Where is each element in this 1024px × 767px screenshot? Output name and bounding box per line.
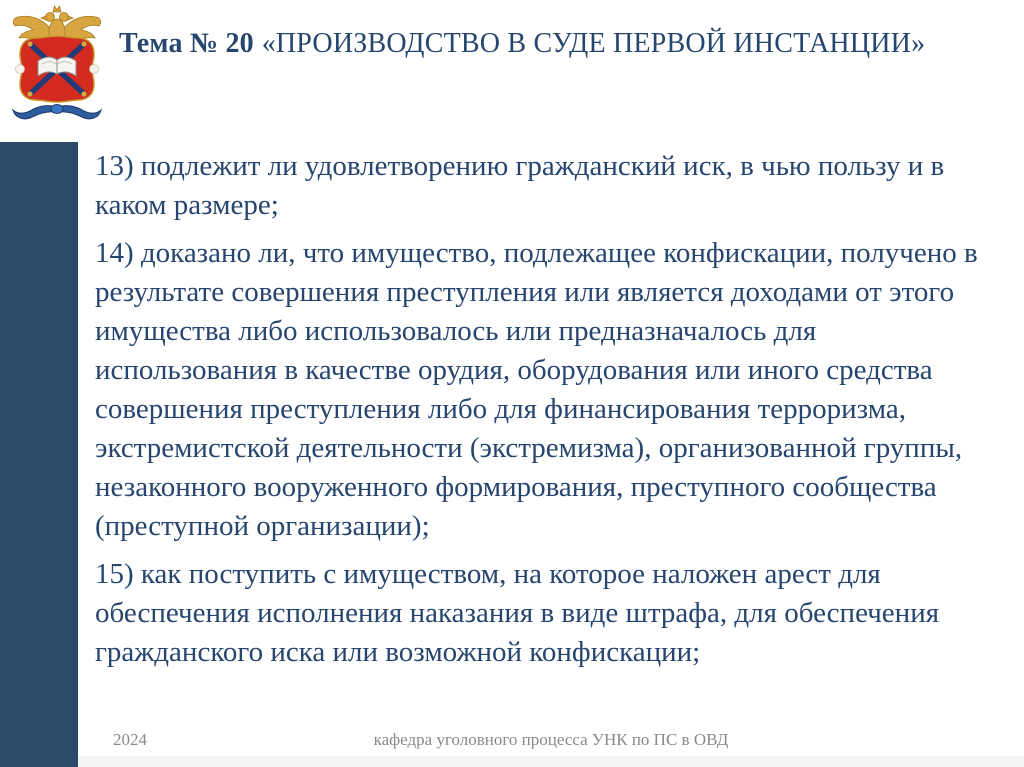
body-paragraph-item-14: 14) доказано ли, что имущество, подлежащее конфискации, получено в результате совершения преступления или является доходами от этого имущества либо использовалось или предназначалось для использования в качестве орудия, оборудования или иного средства совершения преступления либо для финансирования терроризма, экстремистской деятельности (экстремизма), организованной группы, незаконного вооруженного формирования, преступного сообщества (преступной организации); (95, 237, 978, 542)
slide-title (119, 26, 999, 62)
slide-body-text (95, 147, 985, 681)
left-accent-bar (0, 142, 78, 767)
mvd-academy-emblem-logo (6, 3, 108, 127)
body-paragraph-item-15: 15) как поступить с имуществом, на которое наложен арест для обеспечения исполнения наказания в виде штрафа, для обеспечения гражданского иска или возможной конфискации; (95, 558, 940, 668)
slide-footer (78, 728, 1024, 752)
body-paragraph-item-13: 13) подлежит ли удовлетворению гражданский иск, в чью пользу и в каком размере; (95, 150, 945, 221)
footer-year: 2024 (113, 730, 147, 749)
bottom-edge-strip (78, 756, 1024, 767)
footer-department: кафедра уголовного процесса УНК по ПС в ОВД (373, 730, 729, 749)
blue-ribbon-icon (13, 105, 101, 119)
slide-title-prefix: Тема № 20 (119, 28, 254, 59)
slide-title-main: «ПРОИЗВОДСТВО В СУДЕ ПЕРВОЙ ИНСТАНЦИИ» (261, 28, 926, 59)
open-book-icon (38, 57, 76, 76)
